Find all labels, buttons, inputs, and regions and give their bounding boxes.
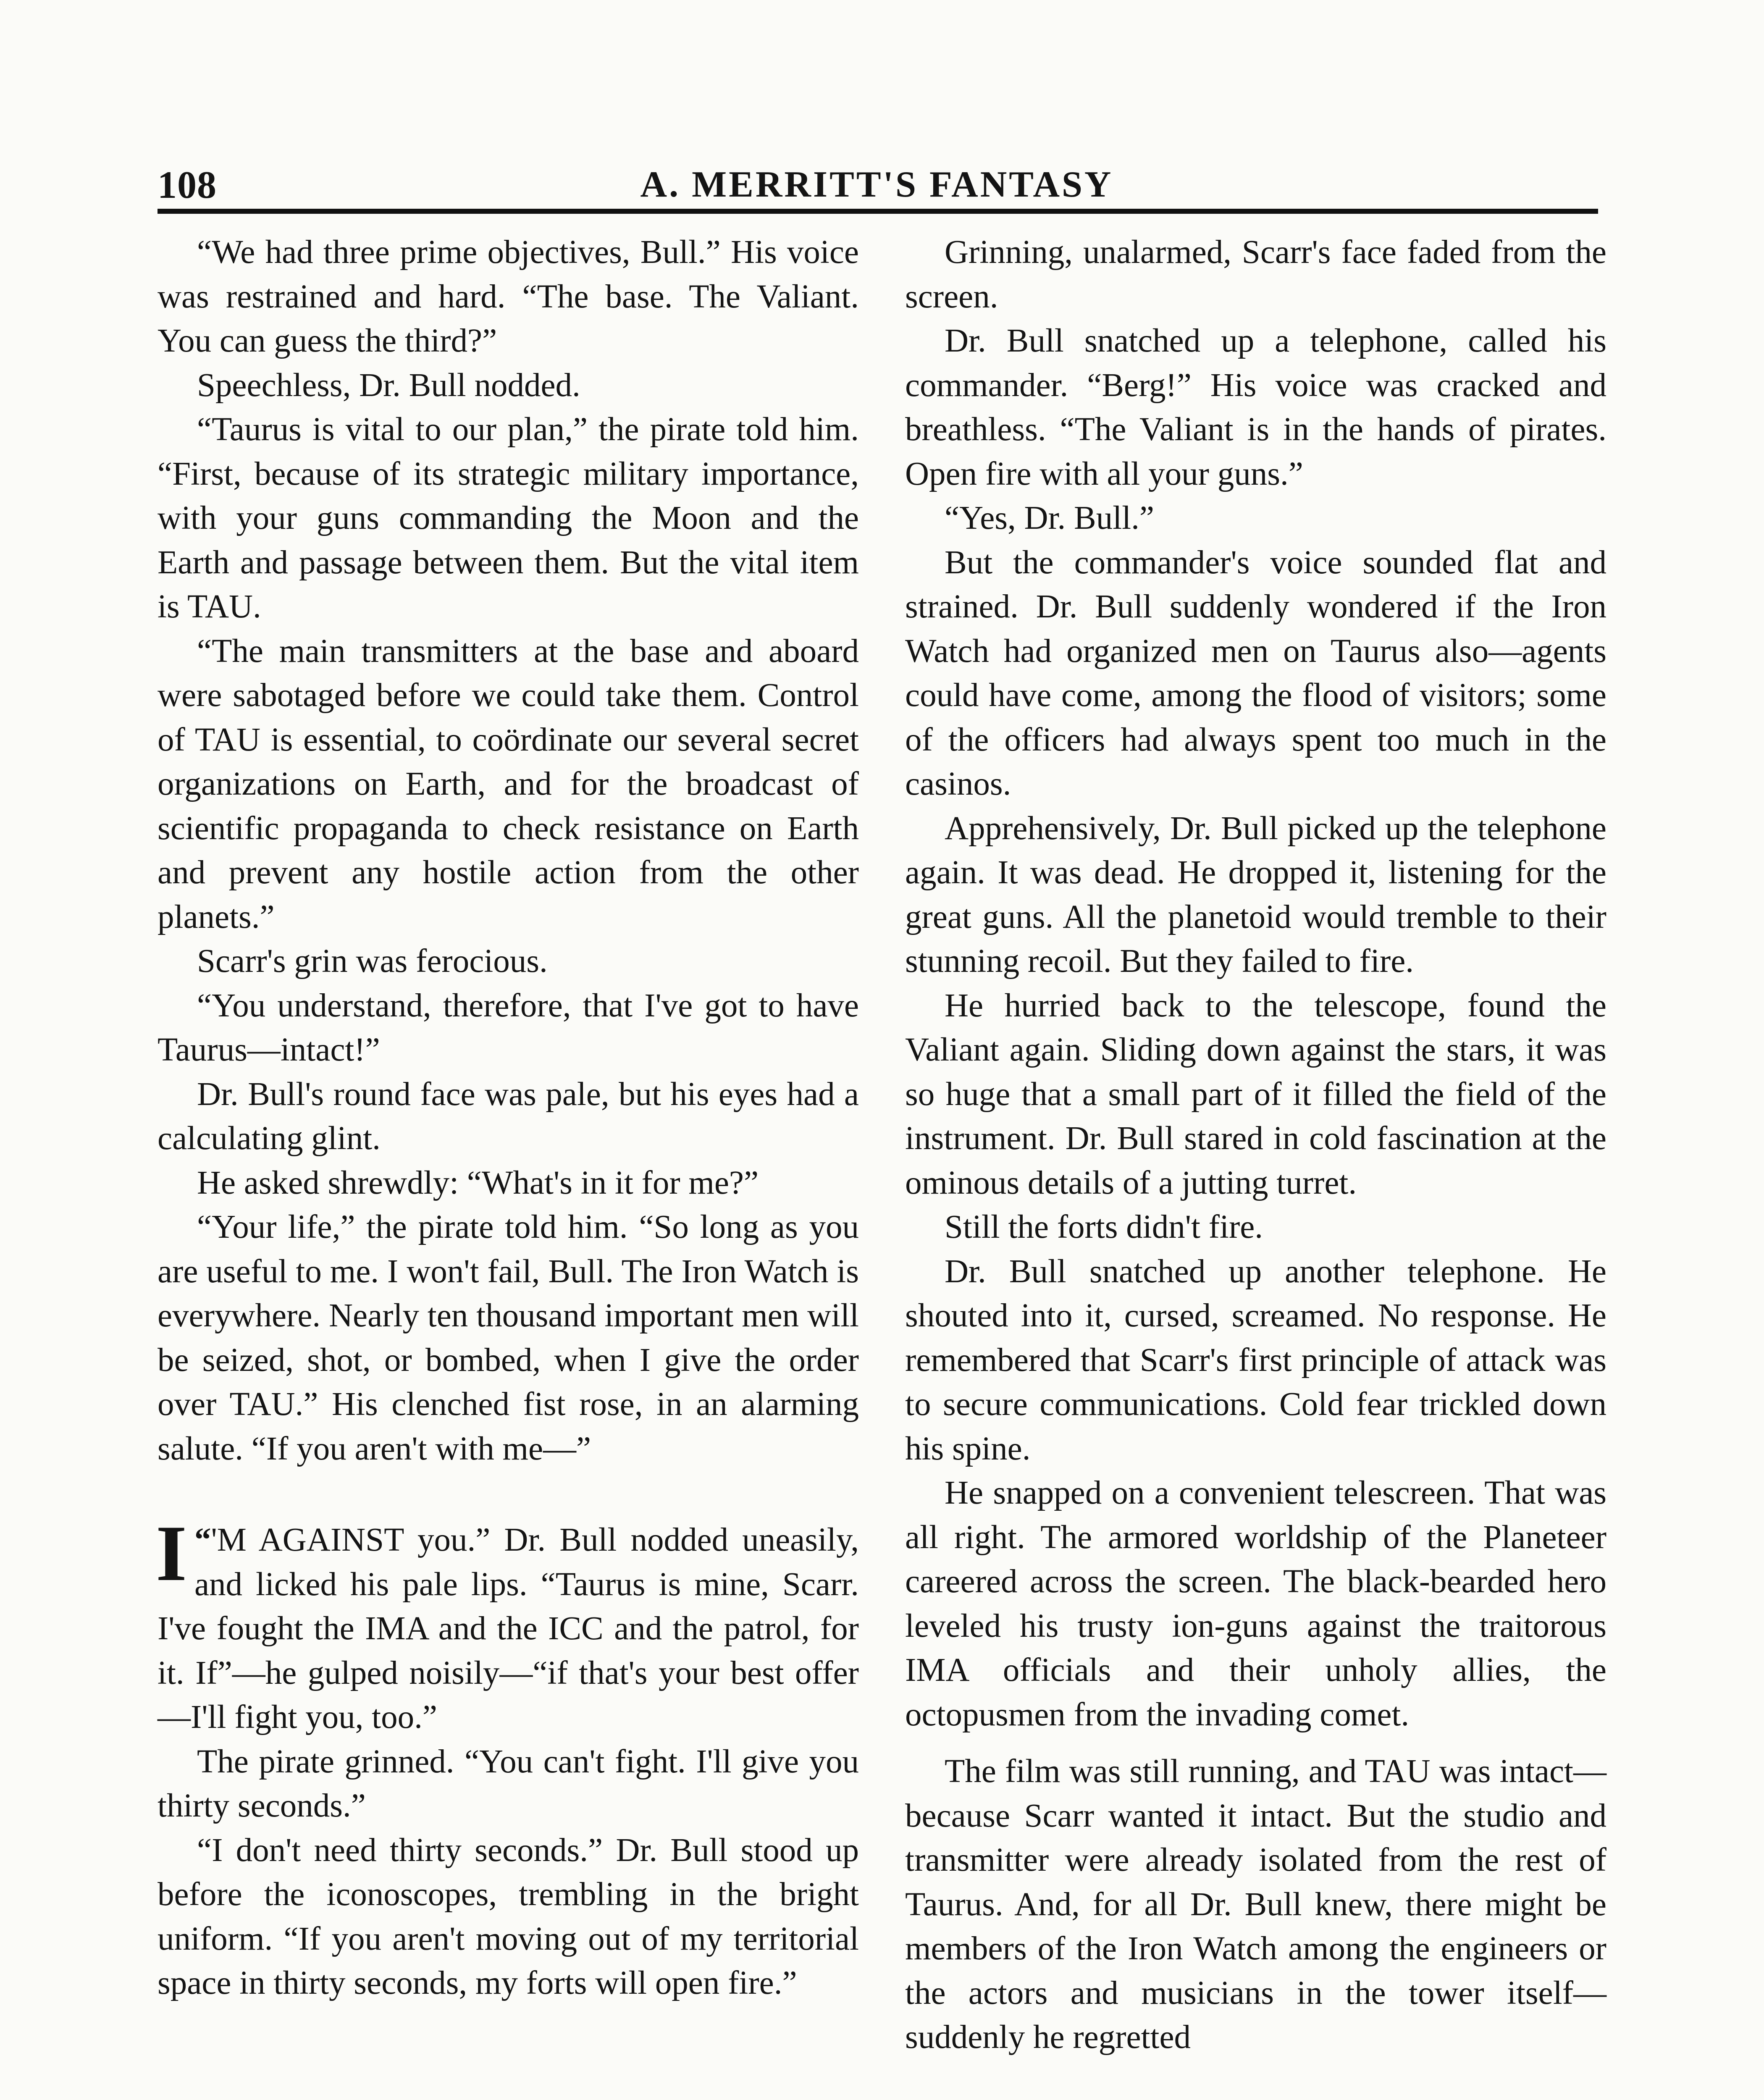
paragraph: “The main transmitters at the base and aboard were sabotaged before we could take them. Control of TAU is essential, to coördinate our several secret organizations on Earth, and for the broadcast of scientific propaganda to check resistance on Earth and prevent any hostile action from the other planets.” (158, 633, 859, 935)
paragraph: “Yes, Dr. Bull.” (945, 500, 1154, 536)
paragraph: Apprehensively, Dr. Bull picked up the telephone again. It was dead. He dropped it, listening for the great guns. All the planetoid would tremble to their stunning recoil. But they failed to fire. (905, 810, 1606, 979)
paragraph: Still the forts didn't fire. (945, 1209, 1263, 1245)
paragraph: Speechless, Dr. Bull nodded. (197, 367, 580, 404)
paragraph: “I don't need thirty seconds.” Dr. Bull stood up before the iconoscopes, trembling in the bright uniform. “If you aren't moving out of my territorial space in thirty seconds, my forts will open fire.” (158, 1832, 859, 2001)
paragraph: He asked shrewdly: “What's in it for me?” (197, 1164, 759, 1201)
paragraph: He snapped on a convenient telescreen. That was all right. The armored worldship of the Planeteer careered across the screen. The black-bearded hero leveled his trusty ion-guns against the traitorous IMA officials and their unholy allies, the octopusmen from the invading comet. (905, 1475, 1606, 1733)
paragraph: Dr. Bull snatched up a telephone, called his commander. “Berg!” His voice was cracked and breathless. “The Valiant is in the hands of pirates. Open fire with all your guns.” (905, 323, 1606, 492)
right-column (905, 230, 1606, 2060)
left-column (158, 230, 859, 2006)
paragraph: But the commander's voice sounded flat and strained. Dr. Bull suddenly wondered if the Iron Watch had organized men on Taurus also—agents could have come, among the flood of visitors; some of the officers had always spent too much in the casinos. (905, 544, 1606, 802)
opening-quote: “ (194, 1522, 211, 1558)
running-title: A. MERRITT'S FANTASY (640, 164, 1113, 205)
drop-cap: I (156, 1509, 187, 1598)
paragraph: “Your life,” the pirate told him. “So long as you are useful to me. I won't fail, Bull. The Iron Watch is everywhere. Nearly ten thousand important men will be seized, shot, or bombed, when I give the order over TAU.” His clenched fist rose, in an alarming salute. “If you aren't with me—” (158, 1209, 859, 1467)
paragraph: Grinning, unalarmed, Scarr's face faded from the screen. (905, 234, 1606, 315)
page-header (158, 160, 1596, 210)
page-number: 108 (158, 163, 217, 206)
paragraph: Dr. Bull snatched up another telephone. He shouted into it, cursed, screamed. No response. He remembered that Scarr's first principle of attack was to secure communications. Cold fear trickled down his spine. (905, 1253, 1606, 1467)
header-rule (158, 209, 1598, 214)
paragraph: “Taurus is vital to our plan,” the pirate told him. “First, because of its strategic military importance, with your guns commanding the Moon and the Earth and passage between them. But the vital item is TAU. (158, 411, 859, 625)
paragraph: “We had three prime objectives, Bull.” His voice was restrained and hard. “The base. The Valiant. You can guess the third?” (158, 234, 859, 359)
paragraph: “You understand, therefore, that I've got to have Taurus—intact!” (158, 987, 859, 1068)
paragraph: The pirate grinned. “You can't fight. I'll give you thirty seconds.” (158, 1743, 859, 1824)
paragraph: The film was still running, and TAU was intact—because Scarr wanted it intact. But the studio and transmitter were already isolated from the rest of Taurus. And, for all Dr. Bull knew, there might be members of the Iron Watch among the engineers or the actors and musicians in the tower itself—suddenly he regretted (905, 1753, 1606, 2055)
paragraph: He hurried back to the telescope, found the Valiant again. Sliding down against the stars, it was so huge that a small part of it filled the field of the instrument. Dr. Bull stared in cold fascination at the ominous details of a jutting turret. (905, 987, 1606, 1201)
section-opener-paragraph (156, 1509, 859, 1740)
paragraph: Dr. Bull's round face was pale, but his eyes had a calculating glint. (158, 1076, 859, 1157)
section-opener-text: 'M AGAINST you.” Dr. Bull nodded uneasily, and licked his pale lips. “Taurus is mine, Scarr. I've fought the IMA and the ICC and the patrol, for it. If”—he gulped noisily—“if that's your best offer—I'll fight you, too.” (158, 1522, 859, 1735)
paragraph: Scarr's grin was ferocious. (197, 943, 548, 979)
